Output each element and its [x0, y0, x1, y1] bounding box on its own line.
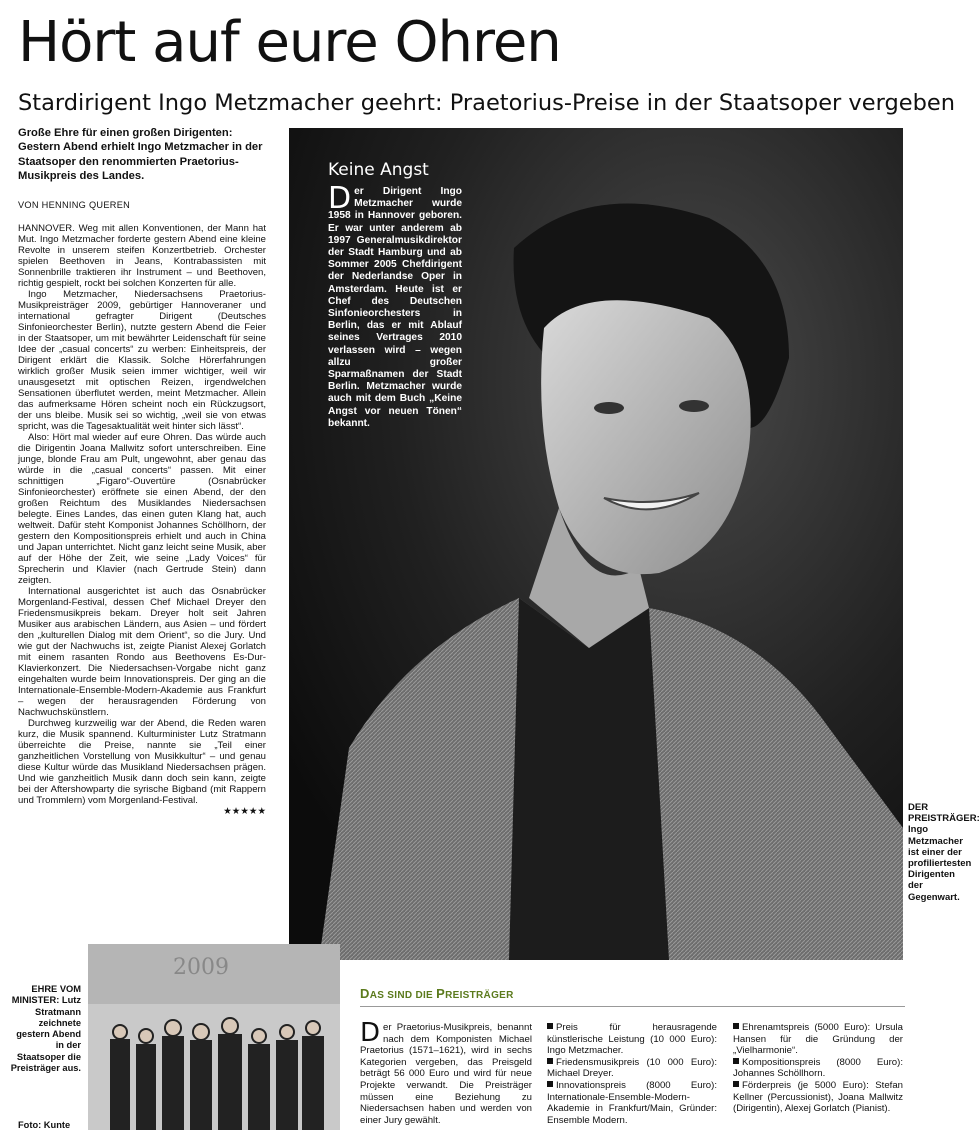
- list-item: Friedensmusikpreis (10 000 Euro): Michael Dreyer.: [547, 1056, 717, 1080]
- winners-intro: Der Praetorius-Musikpreis, benannt nach dem Komponisten Michael Praetorius (1571–1621), wird in sechs Kategorien vergeben, das Preisgeld beträgt 56 000 Euro und wird für neue Projekte verwandt. Die Preisträger müssen eine Beziehung zu Niedersachsen haben und werden von einer Jury gewählt.: [360, 1018, 532, 1126]
- group-photo-illustration: [88, 944, 340, 1130]
- article-body: [18, 223, 266, 817]
- winners-divider: [360, 1006, 905, 1007]
- subheadline: Stardirigent Ingo Metzmacher geehrt: Praetorius-Preise in der Staatsoper vergeben: [18, 90, 955, 116]
- article-paragraph: Ingo Metzmacher, Niedersachsens Praetorius-Musikpreisträger 2009, gebürtiger Hannoveraner und international gefragter Dirigent (Deutsches Sinfonieorchester Berlin), nutzte gestern Abend die Feier in der Staatsoper, um mit bewährter Leidenschaft für seine Idee der „casual concerts“ zu werben: Einheitspreis, der Dirigent erklärt die Klassik. Solche Hörerfahrungen wirklich großer Musik seien immer wichtiger, weil wir unausgesetzt mit optischen Reizen, irgendwelchen Sensationen überflutet werden, meint Metzmacher. Allein das aufmerksame Hören scheint noch ein Rückzugsort, der uns bleibe. Musik sei so wichtig, „weil sie von etwas spricht, was die Tagesaktualität weit hinter sich lässt“.: [18, 289, 266, 432]
- list-item: Ehrenamtspreis (5000 Euro): Ursula Hansen für die Gründung der „Vielharmonie“.: [733, 1022, 903, 1057]
- photo-credit: Foto: Kunte: [18, 1120, 71, 1130]
- lead-text: Große Ehre für einen großen Dirigenten: Gestern Abend erhielt Ingo Metzmacher in der Staatsoper den renommierten Praetorius-Musikpreis des Landes.: [18, 127, 263, 183]
- article-paragraph: HANNOVER. Weg mit allen Konventionen, der Mann hat Mut. Ingo Metzmacher forderte gestern Abend eine kleine Revolte in unserem steifen Konzertbetrieb. Orchester spielen Beethoven in Jeans, Kontrabassisten mit Sonnenbrille traktieren ihr Instrument – und Beethoven, richtig gespielt, rockt bei solchen Konzerten für alle.: [18, 223, 266, 289]
- winners-title: DAS SIND DIE PREISTRÄGER: [360, 986, 514, 1001]
- info-box: [328, 160, 462, 430]
- rating-stars: ★★★★★: [223, 806, 266, 817]
- photo-caption: DER PREISTRÄGER: Ingo Metzmacher ist einer der profiliertesten Dirigenten der Gegenwart.: [908, 802, 980, 903]
- info-box-text: [328, 181, 462, 430]
- info-box-body: er Dirigent Ingo Metzmacher wurde 1958 in Hannover geboren. Er war unter anderem ab 1997 Generalmusikdirektor der Stadt Hamburg und ab Sommer 2005 Chefdirigent der Nederlandse Oper in Amsterdam. Heute ist er Chef des Deutschen Sinfonieorchesters in Berlin, das er mit Ablauf seines Vertrages 2010 verlassen wird – wegen allzu großer Sparmaßnamen der Stadt Berlin. Metzmacher wurde auch mit dem Buch „Keine Angst vor neuen Tönen“ bekannt.: [328, 186, 462, 429]
- list-item: Förderpreis (je 5000 Euro): Stefan Kellner (Percussionist), Joana Mallwitz (Dirigentin), Alexej Gorlatch (Pianist).: [733, 1079, 903, 1115]
- list-item: Kompositionspreis (8000 Euro): Johannes Schöllhorn.: [733, 1056, 903, 1080]
- info-box-title: Keine Angst: [328, 160, 429, 180]
- list-item: Innovationspreis (8000 Euro): Internationale-Ensemble-Modern-Akademie in Frankfurt/Main, Gründer: Ensemble Modern.: [547, 1079, 717, 1126]
- article-paragraph: Durchweg kurzweilig war der Abend, die Reden waren kurz, die Musik spannend. Kulturminister Lutz Stratmann überreichte die Preise, nannte sie „Teil einer ganzheitlichen Vorstellung von Musikkultur“ – und genau diese Kultur würde das Musikland Niedersachsen prägen. Und wie ganzheitlich Musik dann doch sein kann, zeigte bei der Aftershowparty die syrische Bigband (mit Rappern und Trommlern) vom Morgenland-Festival.: [18, 718, 266, 806]
- article-paragraph: Also: Hört mal wieder auf eure Ohren. Das würde auch die Dirigentin Joana Mallwitz sofort unterschreiben. Eine junge, blonde Frau am Pult, ungewohnt, aber genau das würde in die „casual concerts“ passen. Mit einer schnittigen „Figaro“-Ouvertüre (Osnabrücker Sinfonieorchester) eröffnete sie einen Abend, der den großen Reichtum des Musiklandes Niedersachsen belegte. Eines Landes, das einen guten Klang hat, auch weltweit. Dafür steht Komponist Johannes Schöllhorn, der gestern den Kompositionspreis erhielt und auch in China und Japan unterrichtet. Nicht ganz leicht seine Musik, aber auf der Höhe der Zeit, wie seine „Lady Voices“ für Sprecherin und Klavier (nach Gertrude Stein) dann zeigten.: [18, 432, 266, 586]
- byline: VON HENNING QUEREN: [18, 200, 131, 210]
- group-photo: [88, 944, 340, 1130]
- winners-list-2: [733, 1022, 903, 1115]
- group-photo-caption: EHRE VOM MINISTER: Lutz Stratmann zeichnete gestern Abend in der Staatsoper die Preisträger aus.: [10, 984, 81, 1074]
- backdrop-year: 2009: [173, 955, 229, 980]
- list-item: Preis für herausragende künstlerische Leistung (10 000 Euro): Ingo Metzmacher.: [547, 1022, 717, 1057]
- winners-list-1: [547, 1022, 717, 1126]
- winners-dropcap: D: [360, 1018, 381, 1048]
- info-box-dropcap: D: [328, 181, 352, 216]
- headline: Hört auf eure Ohren: [18, 10, 561, 75]
- article-paragraph: International ausgerichtet ist auch das Osnabrücker Morgenland-Festival, dessen Chef Michael Dreyer den Friedensmusikpreis bekam. Dreyer holt seit Jahren Musiker aus arabischen Ländern, aus Asien – und fördert den „kulturellen Dialog mit dem Orient“, so die Jury. Und wie gut der Nachwuchs ist, zeigte Pianist Alexej Gorlatch mit einem rasanten Rondo aus Beethovens Es-Dur-Klavierkonzert. Die Niedersachsen-Vorgabe nicht ganz eingehalten wurde beim Innovationspreis. Der ging an die Internationale-Ensemble-Modern-Akademie aus Frankfurt – wegen der herausragenden Förderung von Nachwuchskünstlern.: [18, 586, 266, 718]
